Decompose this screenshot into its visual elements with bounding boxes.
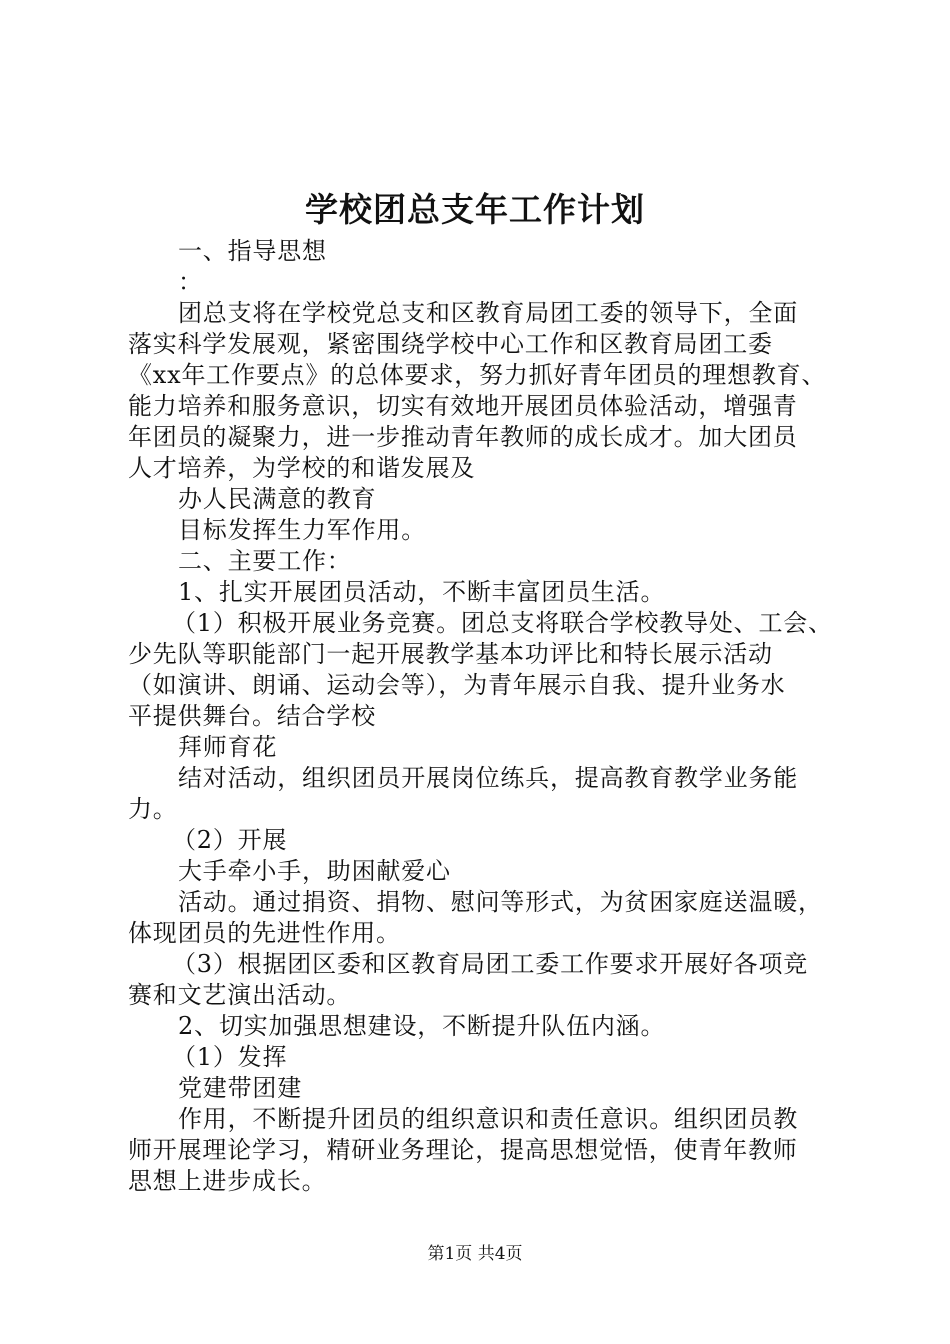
text-line: ：: [178, 268, 203, 296]
section-heading: 一、指导思想: [178, 237, 327, 265]
document-title: 学校团总支年工作计划: [305, 190, 645, 229]
text-line: 大手牵小手，助困献爱心: [178, 857, 451, 885]
text-line: 作用，不断提升团员的组织意识和责任意识。组织团员教: [178, 1105, 798, 1133]
text-line: 党建带团建: [178, 1074, 302, 1102]
text-line: 《xx年工作要点》的总体要求，努力抓好青年团员的理想教育、: [128, 361, 827, 389]
text-line: 目标发挥生力军作用。: [178, 516, 426, 544]
text-line: 人才培养，为学校的和谐发展及: [128, 454, 476, 482]
subsection-heading: 1、扎实开展团员活动，不断丰富团员生活。: [178, 578, 666, 606]
text-line: 平提供舞台。结合学校: [128, 702, 376, 730]
text-line: （2）开展: [172, 826, 288, 854]
text-line: 赛和文艺演出活动。: [128, 981, 352, 1009]
text-line: （1）积极开展业务竞赛。团总支将联合学校教导处、工会、: [172, 609, 833, 637]
text-line: （3）根据团区委和区教育局团工委工作要求开展好各项竞: [172, 950, 809, 978]
page-number: 第1页 共4页: [427, 1244, 523, 1264]
text-line: 办人民满意的教育: [178, 485, 377, 513]
text-line: 思想上进步成长。: [128, 1167, 327, 1195]
text-line: 力。: [128, 795, 178, 823]
text-line: 活动。通过捐资、捐物、慰问等形式，为贫困家庭送温暖，: [178, 888, 823, 916]
section-heading: 二、主要工作：: [178, 547, 352, 575]
text-line: （如演讲、朗诵、运动会等），为青年展示自我、提升业务水: [128, 671, 786, 699]
text-line: 落实科学发展观，紧密围绕学校中心工作和区教育局团工委: [128, 330, 773, 358]
subsection-heading: 2、切实加强思想建设，不断提升队伍内涵。: [178, 1012, 666, 1040]
text-line: 团总支将在学校党总支和区教育局团工委的领导下，全面: [178, 299, 798, 327]
text-line: （1）发挥: [172, 1043, 288, 1071]
text-line: 体现团员的先进性作用。: [128, 919, 401, 947]
document-body: [128, 236, 838, 1197]
text-line: 能力培养和服务意识，切实有效地开展团员体验活动，增强青: [128, 392, 798, 420]
text-line: 结对活动，组织团员开展岗位练兵，提高教育教学业务能: [178, 764, 798, 792]
text-line: 师开展理论学习，精研业务理论，提高思想觉悟，使青年教师: [128, 1136, 798, 1164]
text-line: 拜师育花: [178, 733, 278, 761]
text-line: 年团员的凝聚力，进一步推动青年教师的成长成才。加大团员: [128, 423, 798, 451]
text-line: 少先队等职能部门一起开展教学基本功评比和特长展示活动: [128, 640, 773, 668]
